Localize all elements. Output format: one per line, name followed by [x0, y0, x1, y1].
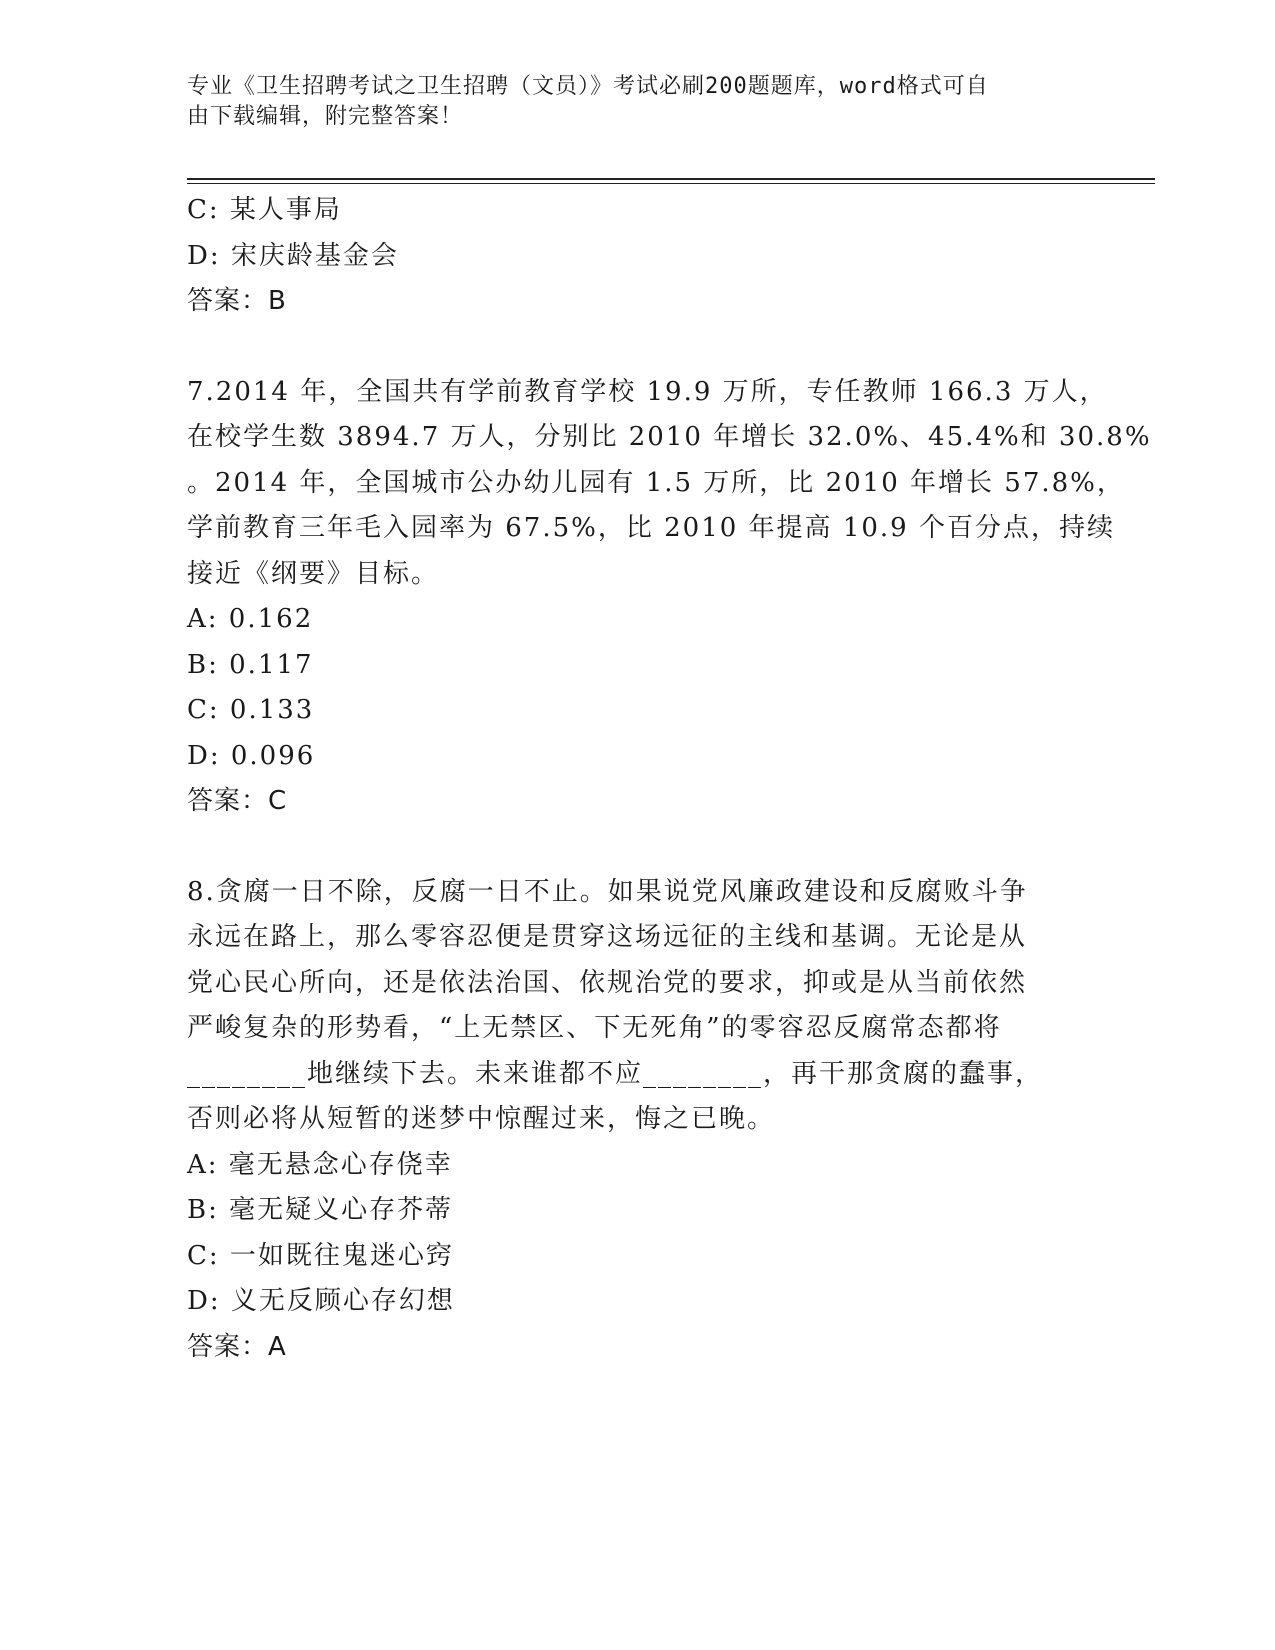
- option-d: D: 0.096: [187, 740, 316, 771]
- question-text-line: 严峻复杂的形势看，“上无禁区、下无死角”的零容忍反腐常态都将: [187, 1013, 1002, 1043]
- question-text-line: 在校学生数 3894.7 万人，分别比 2010 年增长 32.0%、45.4%和 30.8%: [187, 422, 1152, 452]
- question-8: [187, 870, 1087, 1371]
- header-line-2: 由下载编辑，附完整答案！: [187, 104, 464, 129]
- option-c: C: 一如既往鬼迷心窍: [187, 1240, 454, 1271]
- option-c: C: 0.133: [187, 695, 315, 725]
- question-text-line: 永远在路上，那么零容忍便是贯穿这场远征的主线和基调。无论是从: [187, 922, 1028, 952]
- option-d: D: 宋庆龄基金会: [187, 240, 399, 271]
- option-b: B: 0.117: [187, 649, 314, 680]
- header-line-1: 专业《卫生招聘考试之卫生招聘（文员）》考试必刷200题题库，word格式可自: [187, 74, 989, 99]
- option-c: C: 某人事局: [187, 195, 342, 225]
- spacer: [187, 325, 1087, 370]
- question-text-line: 学前教育三年毛入园率为 67.5%，比 2010 年提高 10.9 个百分点，持续: [187, 513, 1115, 543]
- question-text-line: 8.贪腐一日不除，反腐一日不止。如果说党风廉政建设和反腐败斗争: [187, 876, 1028, 907]
- question-text-line: 。2014 年，全国城市公办幼儿园有 1.5 万所，比 2010 年增长 57.8%，: [187, 467, 1125, 498]
- answer-line: 答案：C: [187, 786, 288, 816]
- header-divider-thick: [187, 178, 1155, 180]
- question-7: [187, 370, 1152, 825]
- document-header: [187, 72, 1087, 132]
- previous-question: [187, 188, 1087, 325]
- option-b: B: 毫无疑义心存芥蒂: [187, 1195, 454, 1225]
- question-text-line: 7.2014 年，全国共有学前教育学校 19.9 万所，专任教师 166.3 万人，: [187, 376, 1108, 407]
- question-text-line: 党心民心所向，还是依法治国、依规治党的要求，抑或是从当前依然: [187, 967, 1028, 998]
- option-a: A: 毫无悬念心存侥幸: [187, 1149, 453, 1180]
- option-d: D: 义无反顾心存幻想: [187, 1286, 455, 1316]
- document-body: [187, 188, 1152, 1370]
- question-text-line: 否则必将从短暂的迷梦中惊醒过来，悔之已晚。: [187, 1104, 776, 1134]
- header-divider-thin: [187, 183, 1155, 184]
- answer-line: 答案：B: [187, 286, 287, 316]
- answer-line: 答案：A: [187, 1331, 287, 1362]
- spacer: [187, 825, 1087, 870]
- question-text-line: ________地继续下去。未来谁都不应________，再干那贪腐的蠢事，: [187, 1058, 1044, 1089]
- question-text-line: 接近《纲要》目标。: [187, 558, 440, 589]
- option-a: A: 0.162: [187, 604, 314, 634]
